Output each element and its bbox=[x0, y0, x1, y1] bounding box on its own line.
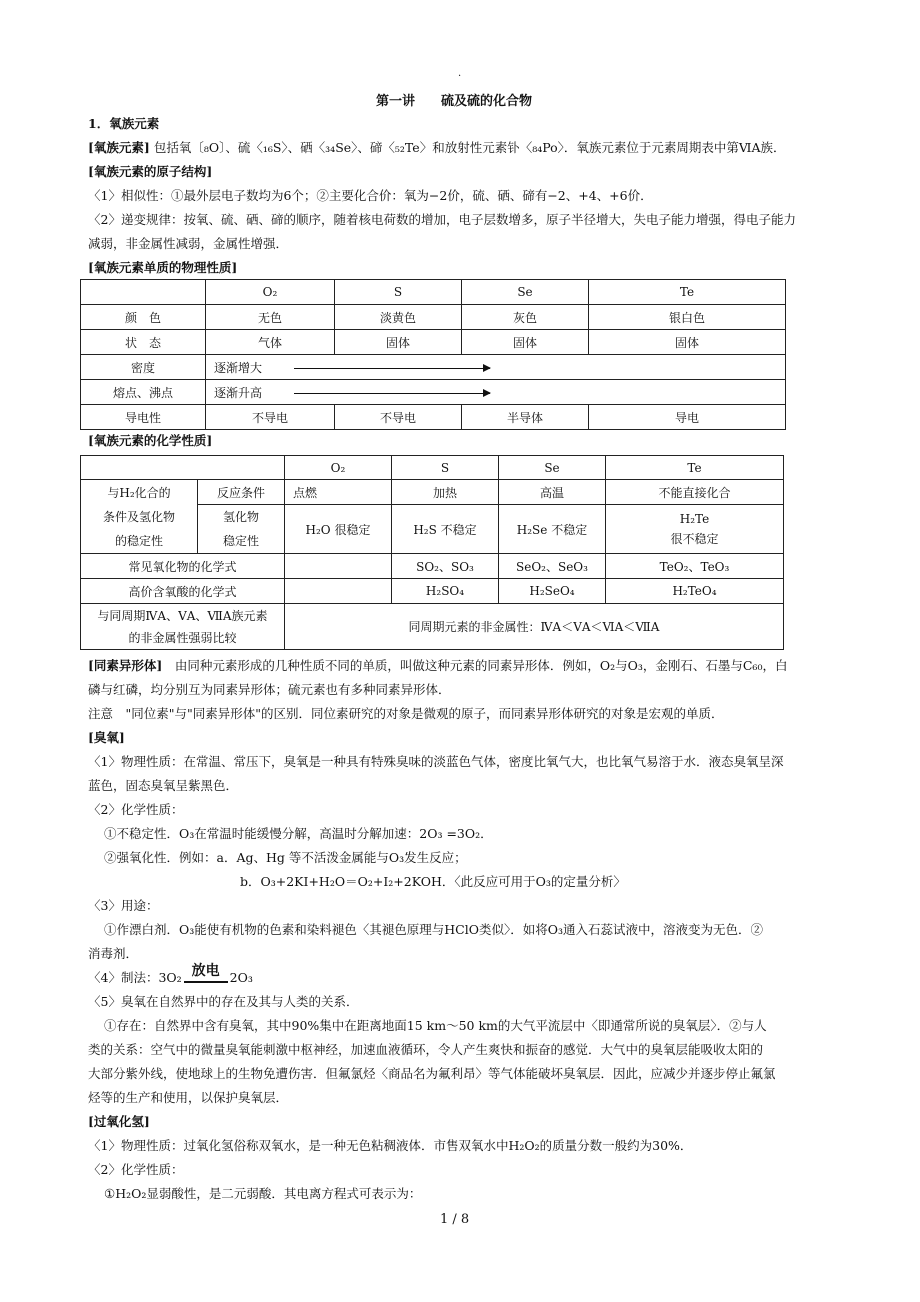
table-cell: 导电 bbox=[589, 405, 786, 430]
table-cell: 熔点、沸点 bbox=[81, 380, 206, 405]
table-cell: Se bbox=[499, 456, 606, 480]
cell-line: 的非金属性强弱比较 bbox=[128, 630, 237, 645]
table-row bbox=[81, 604, 784, 650]
table-cell: 无色 bbox=[206, 305, 335, 330]
table-row bbox=[81, 480, 784, 505]
table-cell: S bbox=[335, 280, 462, 305]
table-cell: 气体 bbox=[206, 330, 335, 355]
table-row bbox=[81, 554, 784, 579]
subheading-ozone: [臭氧] bbox=[88, 730, 125, 745]
subheading-hydrogen-peroxide: [过氧化氢] bbox=[88, 1114, 150, 1129]
table-cell: H₂S 不稳定 bbox=[392, 505, 499, 554]
table-cell: 高温 bbox=[499, 480, 606, 505]
paragraph-line: ①不稳定性．O₃在常温时能缓慢分解，高温时分解加速：2O₃ =3O₂． bbox=[104, 826, 493, 841]
paragraph-line: 消毒剂． bbox=[88, 946, 139, 961]
cell-line: 氢化物 bbox=[222, 510, 259, 524]
cell-line: 与H₂化合的 bbox=[107, 485, 171, 500]
table-row bbox=[81, 355, 786, 380]
table-cell bbox=[206, 355, 786, 380]
table-cell: 不导电 bbox=[206, 405, 335, 430]
note-line: 注意 "同位素"与"同素异形体"的区别．同位素研究的对象是微观的原子，而同素异形体研究的对象是宏观的单质． bbox=[88, 706, 724, 721]
table-row bbox=[81, 456, 784, 480]
page-number: 1 / 8 bbox=[440, 1212, 470, 1227]
paragraph-line: 类的关系：空气中的微量臭氧能刺激中枢神经，加速血液循环，令人产生爽快和振奋的感觉．大气中的臭氧层能吸收太阳的 bbox=[88, 1042, 764, 1057]
table-cell: H₂Se 不稳定 bbox=[499, 505, 606, 554]
top-dot: . bbox=[458, 68, 462, 79]
paragraph-line: 〈3〉用途： bbox=[88, 898, 159, 913]
paragraph-line: 〈2〉化学性质： bbox=[88, 802, 184, 817]
table-cell: Te bbox=[589, 280, 786, 305]
table-cell: Te bbox=[606, 456, 784, 480]
table-cell: 高价含氧酸的化学式 bbox=[81, 579, 285, 604]
paragraph-line: 烃等的生产和使用，以保护臭氧层． bbox=[88, 1090, 289, 1105]
cell-line: 稳定性 bbox=[222, 534, 259, 548]
table-cell bbox=[285, 554, 392, 579]
table-cell bbox=[206, 380, 786, 405]
paragraph-line: 〈1〉物理性质：在常温、常压下，臭氧是一种具有特殊臭味的淡蓝色气体，密度比氧气大，也比氧气易溶于水．液态臭氧呈深 bbox=[88, 754, 784, 769]
table-row bbox=[81, 330, 786, 355]
table-cell: 常见氧化物的化学式 bbox=[81, 554, 285, 579]
table-cell: 同周期元素的非金属性：ⅣA＜ⅤA＜ⅥA＜ⅦA bbox=[285, 604, 784, 650]
table-cell bbox=[198, 505, 285, 554]
table-cell: 状 态 bbox=[81, 330, 206, 355]
table-cell bbox=[285, 579, 392, 604]
reaction-condition bbox=[184, 963, 228, 990]
section-oxygen-family bbox=[88, 112, 828, 280]
table-cell: S bbox=[392, 456, 499, 480]
paragraph-line: 磷与红磷，均分别互为同素异形体；硫元素也有多种同素异形体． bbox=[88, 682, 451, 697]
table-cell: H₂TeO₄ bbox=[606, 579, 784, 604]
table-cell: H₂SO₄ bbox=[392, 579, 499, 604]
table-cell bbox=[606, 505, 784, 554]
paragraph-line: 〈2〉递变规律：按氧、硫、硒、碲的顺序，随着核电荷数的增加，电子层数增多，原子半径增大，失电子能力增强，得电子能力 bbox=[88, 212, 796, 227]
paragraph-line: ①作漂白剂．O₃能使有机物的色素和染料褪色〈其褪色原理与HClO类似〉．如将O₃通入石蕊试液中，溶液变为无色．② bbox=[104, 922, 763, 937]
table-cell: 密度 bbox=[81, 355, 206, 380]
paragraph-line: 〈2〉化学性质： bbox=[88, 1162, 184, 1177]
table-cell: O₂ bbox=[285, 456, 392, 480]
table-cell: 半导体 bbox=[462, 405, 589, 430]
table-cell: 反应条件 bbox=[198, 480, 285, 505]
equals-bar bbox=[184, 981, 228, 983]
table-cell: 灰色 bbox=[462, 305, 589, 330]
table-cell: 淡黄色 bbox=[335, 305, 462, 330]
table-cell bbox=[81, 604, 285, 650]
section-heading: 1．氧族元素 bbox=[88, 116, 160, 131]
table-cell: 固体 bbox=[462, 330, 589, 355]
paragraph-line: 蓝色，固态臭氧呈紫黑色． bbox=[88, 778, 239, 793]
paragraph-line: 〈5〉臭氧在自然界中的存在及其与人类的关系． bbox=[88, 994, 359, 1009]
paragraph-line: 〈1〉相似性：①最外层电子数均为6个；②主要化合价：氧为−2价，硫、硒、碲有−2、+4、+6价． bbox=[88, 188, 653, 203]
table-cell: 导电性 bbox=[81, 405, 206, 430]
arrow-right-icon bbox=[294, 393, 490, 394]
table-row bbox=[81, 280, 786, 305]
table-cell: SO₂、SO₃ bbox=[392, 554, 499, 579]
paragraph-line: 〈1〉物理性质：过氧化氢俗称双氧水，是一种无色粘稠液体．市售双氧水中H₂O₂的质量分数一般约为30%． bbox=[88, 1138, 693, 1153]
arrow-right-icon bbox=[294, 368, 490, 369]
trend-text: 逐渐升高 bbox=[214, 385, 263, 400]
cell-line: 的稳定性 bbox=[114, 533, 163, 548]
subheading-physical-properties: [氧族元素单质的物理性质] bbox=[88, 260, 238, 275]
term-label: [氧族元素] bbox=[88, 140, 150, 155]
paragraph-line: ①H₂O₂显弱酸性，是二元弱酸．其电离方程式可表示为： bbox=[104, 1186, 422, 1201]
equation-line bbox=[88, 963, 828, 990]
page-title: 第一讲 硫及硫的化合物 bbox=[376, 94, 533, 109]
table-cell: O₂ bbox=[206, 280, 335, 305]
subheading-atomic-structure: [氧族元素的原子结构] bbox=[88, 164, 213, 179]
definition-text: 包括氧〔₈O〕、硫〈₁₆S〉、硒〈₃₄Se〉、碲〈₅₂Te〉和放射性元素钋〈₈₄Po〉．氧族元素位于元素周期表中第ⅥA族． bbox=[153, 140, 786, 155]
table-cell: 固体 bbox=[589, 330, 786, 355]
table-cell: SeO₂、SeO₃ bbox=[499, 554, 606, 579]
paragraph-line bbox=[88, 654, 828, 678]
table-cell: 银白色 bbox=[589, 305, 786, 330]
table-row bbox=[81, 305, 786, 330]
table-cell: H₂O 很稳定 bbox=[285, 505, 392, 554]
paragraph-line: b．O₃+2KI+H₂O＝O₂+I₂+2KOH．〈此反应可用于O₃的定量分析〉 bbox=[240, 874, 626, 889]
table-cell: 固体 bbox=[335, 330, 462, 355]
subheading-chemical-properties: [氧族元素的化学性质] bbox=[88, 433, 213, 448]
physical-properties-table bbox=[80, 279, 786, 430]
section-allotropes-and-ozone bbox=[88, 654, 828, 1206]
paragraph-line: ①存在：自然界中含有臭氧，其中90%集中在距离地面15 km～50 km的大气平流层中〈即通常所说的臭氧层〉．②与人 bbox=[104, 1018, 767, 1033]
condition-text: 放电 bbox=[191, 963, 220, 979]
table-row bbox=[81, 579, 784, 604]
table-row bbox=[81, 380, 786, 405]
paragraph-definition bbox=[88, 136, 828, 160]
table-cell: 不导电 bbox=[335, 405, 462, 430]
table-cell: 加热 bbox=[392, 480, 499, 505]
cell-line: H₂Te bbox=[679, 512, 710, 526]
table-cell bbox=[81, 280, 206, 305]
cell-line: 条件及氢化物 bbox=[102, 509, 175, 524]
table-cell bbox=[81, 456, 285, 480]
table-row bbox=[81, 405, 786, 430]
paragraph-line: 大部分紫外线，使地球上的生物免遭伤害．但氟氯烃〈商品名为氟利昂〉等气体能破坏臭氧层．因此，应减少并逐步停止氟氯 bbox=[88, 1066, 776, 1081]
table-cell bbox=[81, 480, 198, 554]
table-cell: Se bbox=[462, 280, 589, 305]
table-cell: H₂SeO₄ bbox=[499, 579, 606, 604]
paragraph-line: ②强氧化性．例如：a．Ag、Hg 等不活泼金属能与O₃发生反应； bbox=[104, 850, 467, 865]
definition-text: 由同种元素形成的几种性质不同的单质，叫做这种元素的同素异形体．例如，O₂与O₃，金刚石、石墨与C₆₀，白 bbox=[162, 658, 788, 673]
cell-line: 与同周期ⅣA、ⅤA、ⅦA族元素 bbox=[97, 608, 268, 623]
table-cell: 不能直接化合 bbox=[606, 480, 784, 505]
chemical-properties-table bbox=[80, 455, 784, 650]
term-label: [同素异形体] bbox=[88, 658, 163, 673]
table-cell: 点燃 bbox=[285, 480, 392, 505]
table-cell: 颜 色 bbox=[81, 305, 206, 330]
equation-reactant: 〈4〉制法：3O₂ bbox=[88, 970, 182, 985]
cell-line: 很不稳定 bbox=[670, 532, 719, 546]
table-cell: TeO₂、TeO₃ bbox=[606, 554, 784, 579]
paragraph-line: 减弱，非金属性减弱，金属性增强． bbox=[88, 236, 289, 251]
equation-product: 2O₃ bbox=[229, 970, 253, 985]
trend-text: 逐渐增大 bbox=[214, 360, 263, 375]
